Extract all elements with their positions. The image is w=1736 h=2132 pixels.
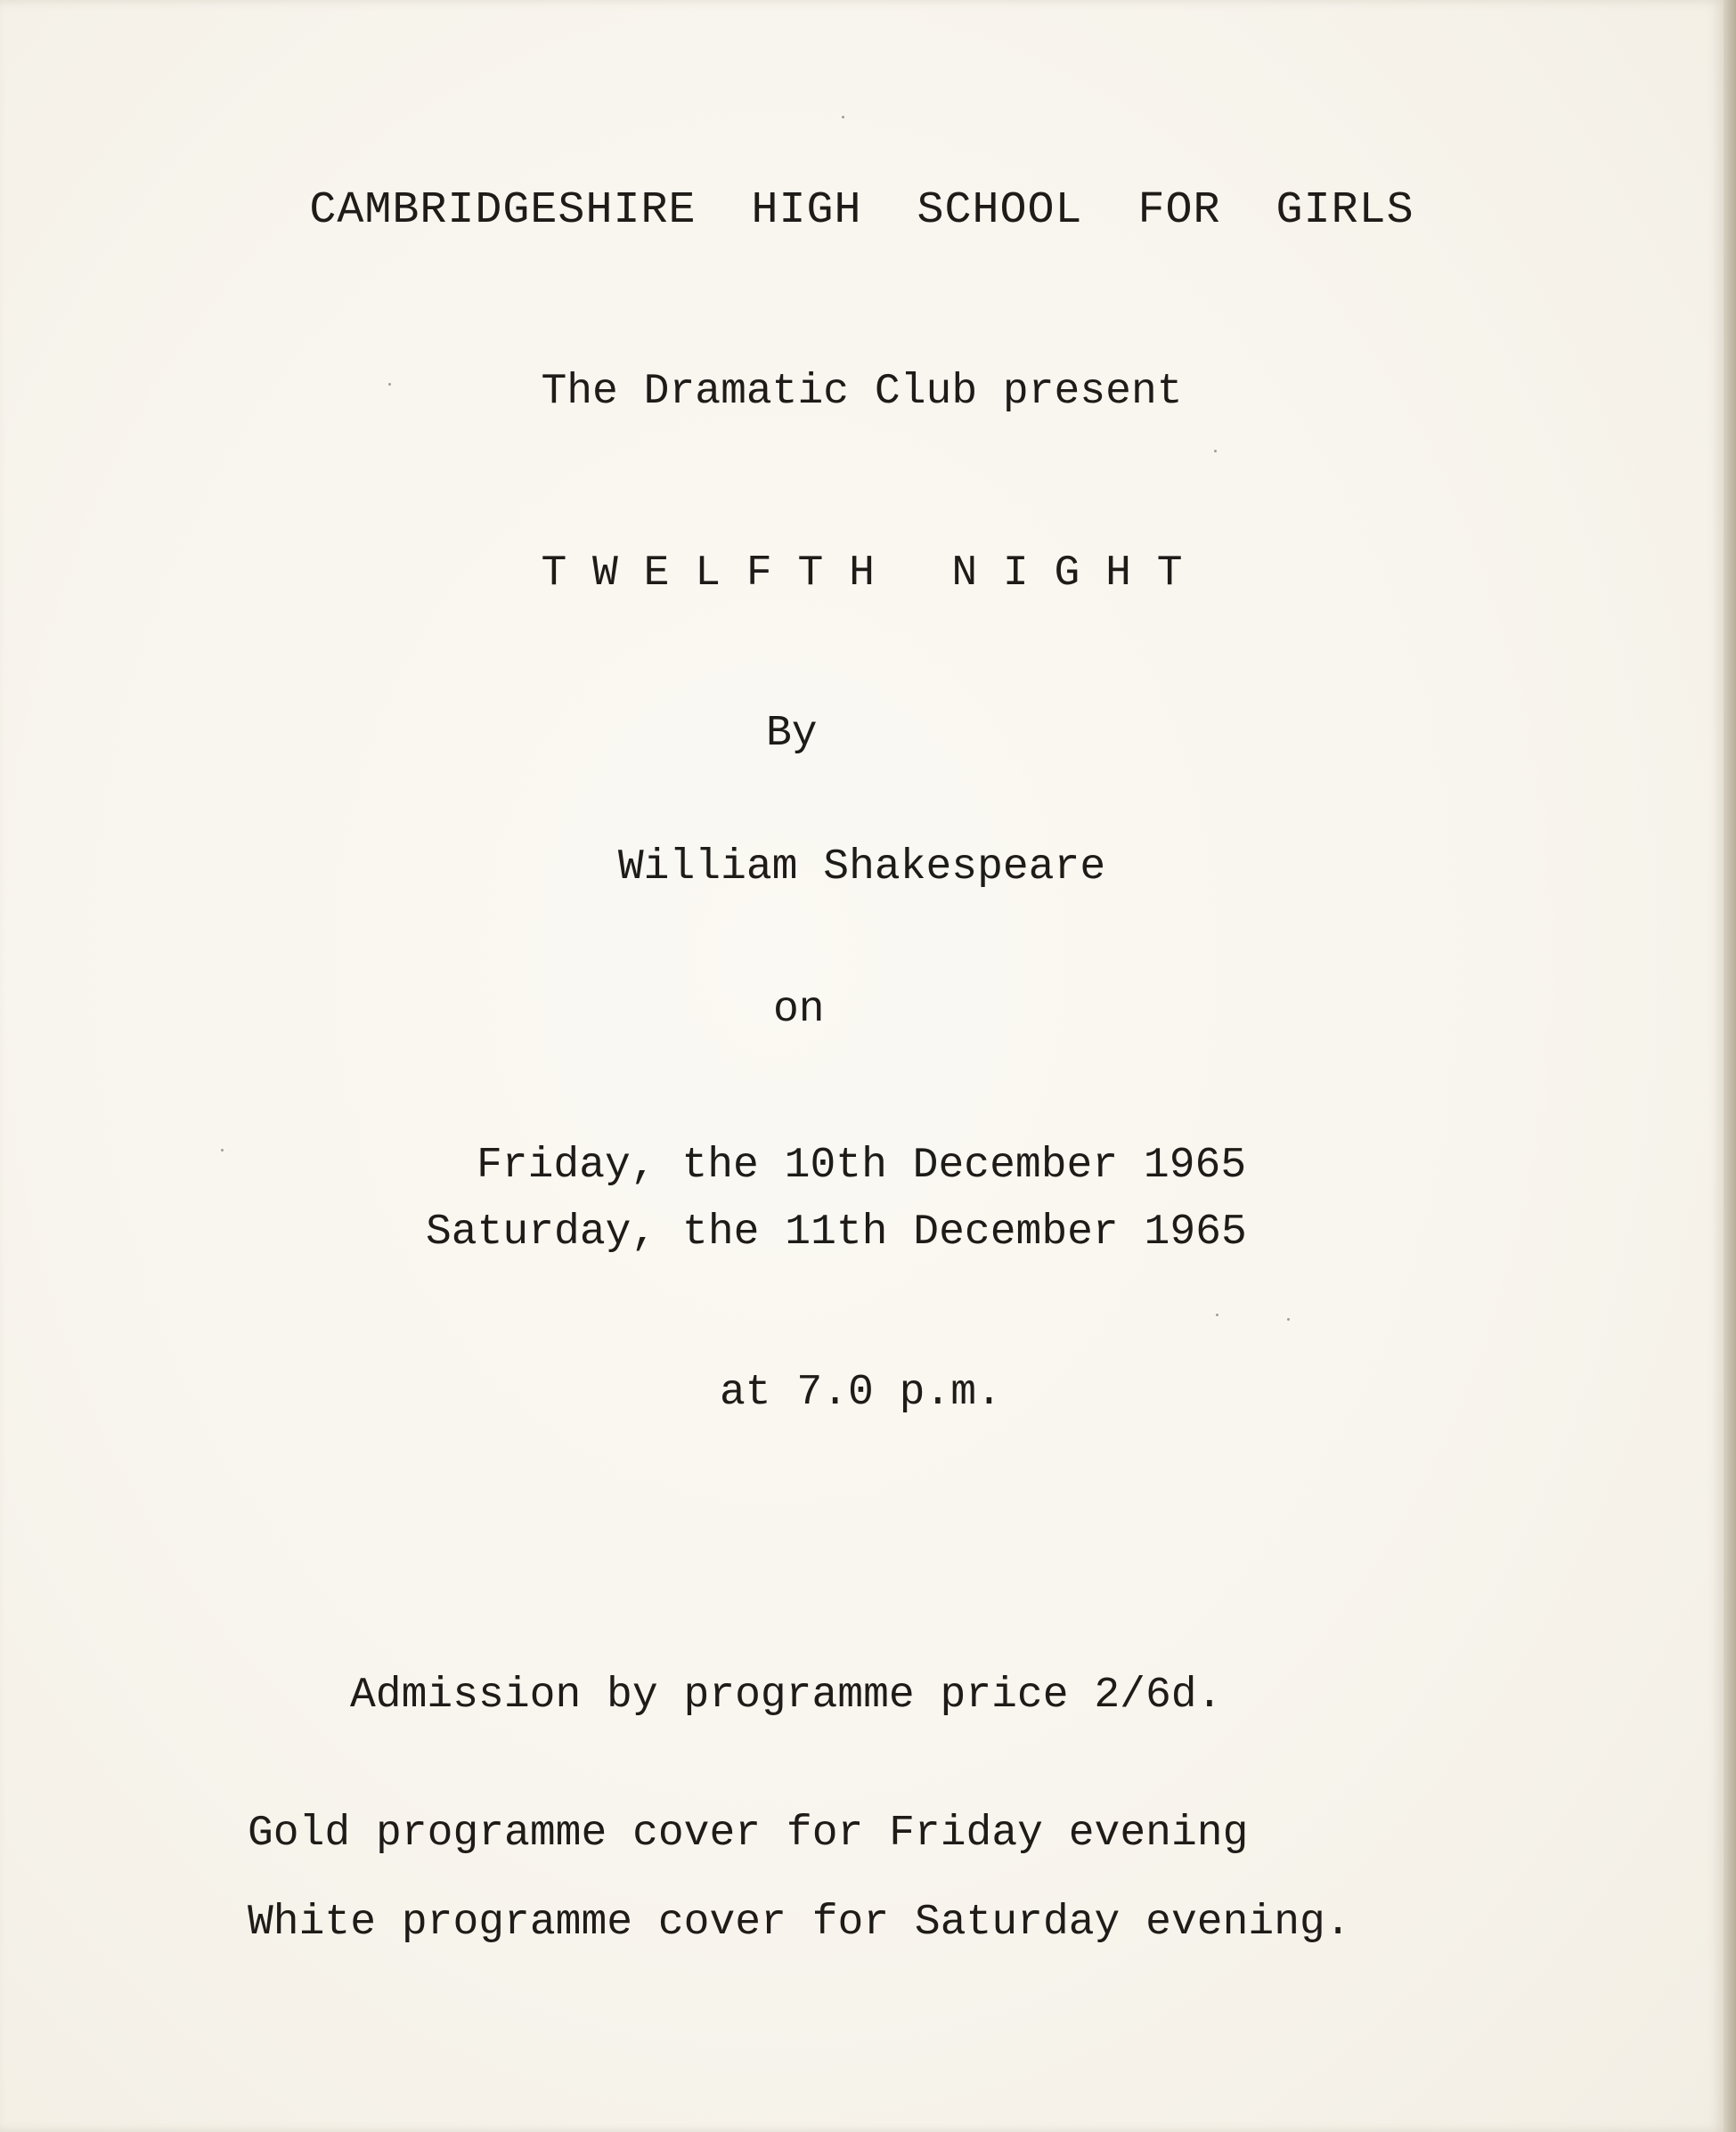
cover-note: White programme cover for Saturday evening. (248, 1899, 1351, 1947)
admission-note: Admission by programme price 2/6d. (350, 1672, 1223, 1720)
paper-edge (1724, 0, 1736, 2132)
cover-note: Gold programme cover for Friday evening (248, 1810, 1249, 1858)
school-name: CAMBRIDGESHIRE HIGH SCHOOL FOR GIRLS (309, 185, 1414, 236)
by-label: By (766, 710, 818, 758)
author-name: William Shakespeare (617, 843, 1106, 891)
performance-date: Friday, the 10th December 1965 (477, 1142, 1247, 1190)
performance-time: at 7.0 p.m. (720, 1369, 1002, 1417)
paper-speck (842, 116, 844, 118)
paper-speck (1287, 1318, 1290, 1321)
paper-speck (1214, 450, 1217, 452)
performance-date: Saturday, the 11th December 1965 (426, 1208, 1247, 1257)
paper-speck (221, 1149, 224, 1151)
paper-speck (1216, 1314, 1218, 1316)
on-label: on (773, 986, 825, 1034)
presenter-line: The Dramatic Club present (541, 368, 1183, 416)
play-title: T W E L F T H N I G H T (541, 549, 1183, 598)
